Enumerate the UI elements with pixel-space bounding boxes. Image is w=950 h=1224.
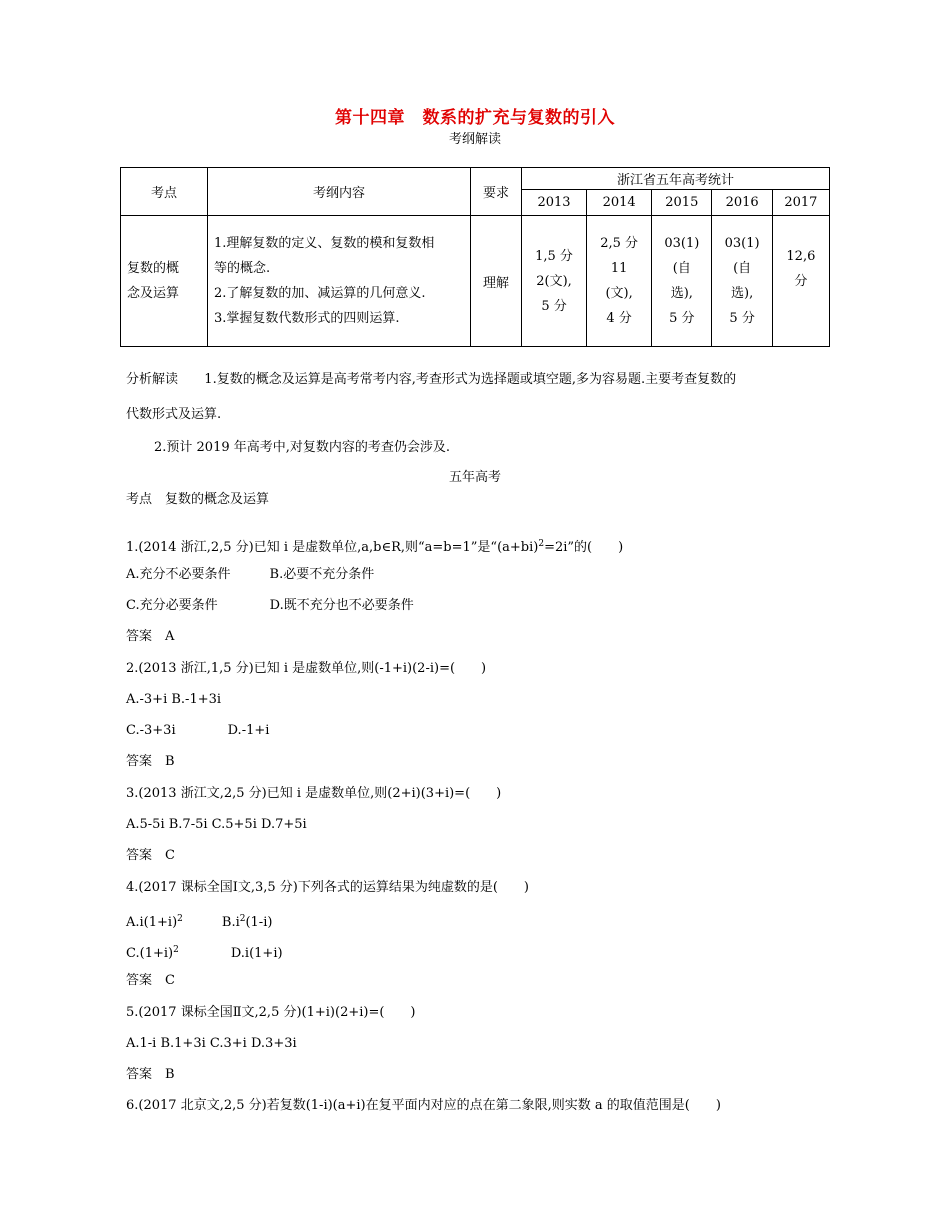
stat-2013-line-1: 1,5 分: [535, 248, 573, 264]
content-line-4: 3.掌握复数代数形式的四则运算.: [214, 311, 400, 326]
stat-2017-line-2: 分: [794, 274, 808, 289]
analysis-text-1a: 1.复数的概念及运算是高考常考内容,考查形式为选择题或填空题,多为容易题.主要考查复数的: [204, 372, 737, 387]
stat-2016-line-1: 03(1): [724, 236, 760, 251]
content-line-3: 2.了解复数的加、减运算的几何意义.: [214, 286, 426, 301]
stat-2014-line-3: (文),: [605, 286, 633, 301]
exam-point-heading: 考点 复数的概念及运算: [126, 492, 270, 507]
year-2014: 2014: [587, 190, 652, 216]
question-3-options: A.5-5i B.7-5i C.5+5i D.7+5i: [126, 817, 307, 832]
question-4-options-1: [126, 910, 832, 932]
q1-sup: 2: [538, 539, 545, 549]
stat-2014-line-2: 11: [610, 261, 628, 276]
q4-option-b-sup: 2: [239, 914, 246, 924]
five-year-heading: 五年高考: [448, 470, 501, 485]
question-3-stem: 3.(2013 浙江文,2,5 分)已知 i 是虚数单位,则(2+i)(3+i)=( ): [126, 786, 502, 801]
stat-2015-line-4: 5 分: [669, 311, 695, 326]
question-2-options-2: C.-3+3i D.-1+i: [126, 723, 270, 738]
stat-2015-line-2: (自: [672, 261, 691, 276]
question-5-stem: 5.(2017 课标全国Ⅱ文,2,5 分)(1+i)(2+i)=( ): [126, 1005, 416, 1020]
header-requirement: 要求: [471, 168, 522, 216]
question-4-answer: 答案 C: [126, 973, 175, 988]
analysis-label: 分析解读: [126, 372, 179, 387]
stat-2014-line-4: 4 分: [606, 311, 632, 326]
q4-option-a-sup: 2: [177, 914, 183, 924]
question-3-answer: 答案 C: [126, 848, 175, 863]
q4-option-c: C.(1+i): [126, 946, 174, 961]
cell-2015: [652, 216, 712, 347]
chapter-title: 第十四章 数系的扩充与复数的引入: [335, 108, 615, 128]
q4-option-b-post: (1-i): [245, 915, 273, 930]
question-6-stem: 6.(2017 北京文,2,5 分)若复数(1-i)(a+i)在复平面内对应的点在第二象限,则实数 a 的取值范围是( ): [126, 1098, 721, 1113]
stat-2014-line-1: 2,5 分: [600, 236, 639, 251]
point-line-2: 念及运算: [127, 286, 180, 301]
year-2013: 2013: [522, 190, 587, 216]
analysis-paragraph-1: [126, 371, 832, 389]
stat-2013-line-3: 5 分: [541, 298, 567, 314]
question-1-options-2: C.充分必要条件 D.既不充分也不必要条件: [126, 598, 414, 613]
point-line-1: 复数的概: [127, 261, 180, 276]
stat-2013-line-2: 2(文),: [536, 273, 572, 289]
stat-2016-line-3: 选),: [731, 286, 754, 301]
q4-option-a: A.i(1+i): [126, 915, 178, 930]
question-1-options-1: A.充分不必要条件 B.必要不充分条件: [126, 567, 375, 582]
question-1-answer: 答案 A: [126, 629, 175, 644]
question-5-options: A.1-i B.1+3i C.3+i D.3+3i: [126, 1036, 297, 1051]
q4-option-d: D.i(1+i): [178, 946, 283, 961]
header-point: 考点: [121, 168, 208, 216]
year-2017: 2017: [772, 190, 829, 216]
q4-option-c-sup: 2: [173, 945, 179, 955]
question-2-stem: 2.(2013 浙江,1,5 分)已知 i 是虚数单位,则(-1+i)(2-i)=( ): [126, 661, 487, 676]
analysis-text-1b: 代数形式及运算.: [126, 407, 222, 422]
stat-2017-line-1: 12,6: [786, 249, 816, 264]
year-2016: 2016: [712, 190, 772, 216]
header-content: 考纲内容: [208, 168, 471, 216]
stat-2016-line-4: 5 分: [729, 311, 755, 326]
question-1-stem: [126, 535, 832, 557]
cell-2017: [772, 216, 829, 347]
cell-content: [208, 216, 471, 347]
stat-2016-line-2: (自: [733, 261, 752, 276]
question-5-answer: 答案 B: [126, 1067, 175, 1082]
analysis-paragraph-2: 2.预计 2019 年高考中,对复数内容的考查仍会涉及.: [154, 440, 451, 455]
section-subtitle: 考纲解读: [448, 132, 501, 147]
question-2-options-1: A.-3+i B.-1+3i: [126, 692, 222, 707]
cell-2016: [712, 216, 772, 347]
q1-stem-b: =2i”的( ): [544, 540, 624, 555]
cell-requirement: 理解: [471, 216, 522, 347]
cell-2013: [522, 216, 587, 347]
year-2015: 2015: [652, 190, 712, 216]
cell-point: [121, 216, 208, 347]
header-stats: 浙江省五年高考统计: [522, 168, 830, 190]
content-line-2: 等的概念.: [214, 261, 271, 276]
question-2-answer: 答案 B: [126, 754, 175, 769]
stat-2015-line-3: 选),: [670, 286, 693, 301]
question-4-options-2: [126, 941, 832, 963]
q4-option-b: B.i: [182, 915, 240, 930]
question-4-stem: 4.(2017 课标全国Ⅰ文,3,5 分)下列各式的运算结果为纯虚数的是( ): [126, 880, 529, 895]
cell-2014: [587, 216, 652, 347]
stat-2015-line-1: 03(1): [664, 236, 700, 251]
q1-stem-a: 1.(2014 浙江,2,5 分)已知 i 是虚数单位,a,b∈R,则“a=b=1”是“(a+bi): [126, 540, 539, 555]
content-line-1: 1.理解复数的定义、复数的模和复数相: [214, 236, 435, 251]
outline-table: [120, 167, 830, 347]
